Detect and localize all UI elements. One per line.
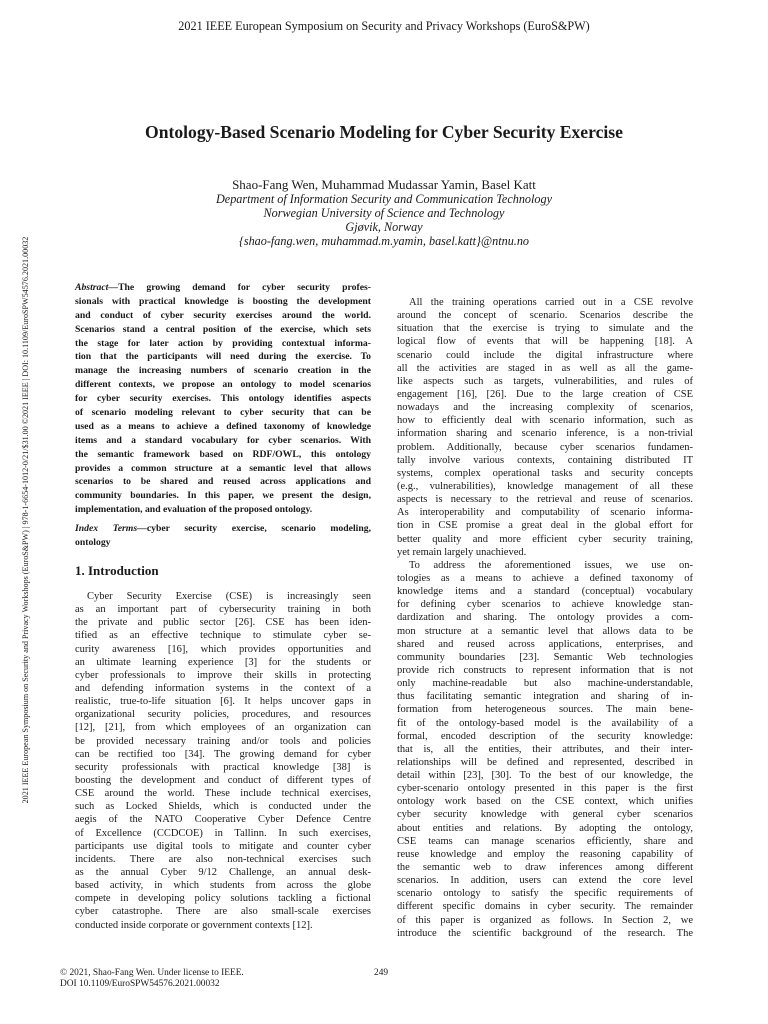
copyright-notice: © 2021, Shao-Fang Wen. Under license to IEEE. [60,968,244,978]
body-text-line: aegis of the NATO Cooperative Cyber Defence Centre [75,814,371,826]
index-terms-line: ontology [75,536,111,548]
body-text-line: cyber catastrophe. There are also small-scale exercises [75,906,371,918]
body-text-line: how to efficiently deal with scenario information, such as [397,415,693,427]
body-text-line: better quality and more efficient cyber security training, [397,533,693,545]
introduction-right-column [397,296,693,940]
abstract-line: the stage for later action by providing contextual informa- [75,337,371,349]
body-text-line: fit of the ontology-based model is the availability of a [397,717,693,729]
body-text-line: based activity, in which students from across the globe [75,880,371,892]
body-text-line: the semantic web to draw inferences among different [397,862,693,874]
body-text-line: around the concept of scenario. Scenarios describe the [397,310,693,322]
body-text-line: scenario could include the digital infrastructure where [397,349,693,361]
page-number: 249 [374,968,389,978]
body-text-line: information sharing and scenario inference, is a non-trivial [397,428,693,440]
body-text-line: participants use digital tools to mitigate and counter cyber [75,840,371,852]
abstract-line: Scenarios stand a central position of the exercise, which sets [75,323,371,335]
affiliation-location: Gjøvik, Norway [345,220,423,234]
body-text-line: scenarios. In addition, users can extend the core level [397,875,693,887]
body-text-line: engagement [16], [26]. Due to the large creation of CSE [397,388,693,400]
abstract-line: provides a common structure at a semantic level that allows [75,462,371,474]
section-heading-introduction: 1. Introduction [75,563,159,578]
footer [60,968,244,990]
body-text-line: dardization and sharing. The ontology provides a com- [397,612,693,624]
body-text-line: To address the aforementioned issues, we use on- [409,559,693,571]
body-text-line: yet remain largely unachieved. [397,546,527,558]
body-text-line: curity awareness [16], which provides opportunities and [75,643,371,655]
body-text-line: tally involve various contexts, containing distributed IT [397,454,693,466]
introduction-left-column [75,590,371,932]
body-text-line: that is, all the entities, their attributes, and their inter- [397,743,693,755]
abstract-line: manage the increasing numbers of scenario creation in the [75,365,371,377]
abstract-label: Abstract— [75,282,119,293]
body-text-line: thus facilitating semantic integration and sharing of in- [397,691,693,703]
affiliation-department: Department of Information Security and Communication Technology [215,192,553,206]
abstract-line: tion that the participants will need during the exercise. To [75,351,371,363]
abstract-line: of scenario modeling relevant to cyber security that can be [75,407,371,419]
body-text-line: CSE teams can manage scenarios efficiently, share and [397,835,693,847]
body-text-line: compete in developing policy solutions tackling a fictional [75,893,371,905]
body-text-line: an ultimate learning experience [3] for the students or [75,656,371,668]
index-terms [75,522,371,550]
body-text-line: formal, encoded description of the security knowledge: [397,730,693,742]
side-copyright-note: 2021 IEEE European Symposium on Security and Privacy Workshops (EuroS&PW) | 978-1-6654-1012-0/21/$31.00 ©2021 IEEE | DOI: 10.1109/EuroSPW54576.2021.00032 [21,236,30,804]
author-block [0,178,768,248]
abstract [75,281,371,517]
index-terms-label: Index Terms— [75,523,147,534]
conference-header: 2021 IEEE European Symposium on Security and Privacy Workshops (EuroS&PW) [178,19,590,33]
body-text-line: reuse knowledge and employ the reasoning capability of [397,848,693,860]
body-text-line: of this paper is organized as follows. In Section 2, we [397,914,693,926]
body-text-line: introduce the scientific background of the research. The [397,927,693,939]
body-text-line: for defining cyber scenarios to achieve knowledge stan- [397,599,693,611]
body-text-line: knowledge items and a standard (conceptual) vocabulary [397,586,693,598]
abstract-line: implementation, and evaluation of the proposed ontology. [75,504,313,516]
body-text-line: tion in CSE promise a great deal in the global effort for [397,520,693,532]
body-text-line: such as Locked Shields, which is conducted under the [75,801,371,813]
body-text-line: scenario ontology to satisfy the specific requirements of [397,888,693,900]
body-text-line: incidents. There are also non-technical exercises such [75,853,371,865]
body-text-line: Cyber Security Exercise (CSE) is increasingly seen [87,591,371,602]
abstract-line: community boundaries. In this paper, we present the design, [75,490,371,502]
body-text-line: be provided necessary training and/or tools and policies [75,735,371,747]
body-text-line: As interoperability and computability of scenario informa- [397,507,693,519]
abstract-line: sionals with practical knowledge is boosting the development [75,295,371,307]
abstract-line: and conduct of cyber security exercises around the world. [75,309,371,321]
body-text-line: cyber security knowledge with general cyber scenarios [397,809,693,821]
body-text-line: situation that the exercise is trying to simulate and the [397,323,693,335]
body-text-line: about entities and relations. By adopting the ontology, [397,822,693,834]
body-text-line: cyber professionals to improve their skills in protecting [75,669,371,681]
doi: DOI 10.1109/EuroSPW54576.2021.00032 [60,979,220,989]
abstract-line: scenarios to be shared and reused across applications and [75,476,371,488]
body-text-line: organizational security policies, procedures, and resources [75,709,371,721]
body-text-line: tologies as a means to achieve a defined taxonomy of [397,572,693,584]
body-text-line: relationships will be defined and represented, described in [397,756,693,768]
paper-title: Ontology-Based Scenario Modeling for Cyber Security Exercise [145,122,623,142]
abstract-line: for cyber security exercises. This ontology identifies aspects [75,393,371,405]
abstract-line: used as a means to achieve a defined taxonomy of knowledge [75,420,371,432]
abstract-line: different contexts, we propose an ontology to model scenarios [75,379,371,391]
body-text-line: (e.g., vulnerabilities), knowledge management of all these [397,480,693,492]
abstract-line: the semantic framework based on RDF/OWL, this ontology [75,448,371,460]
body-text-line: problem. Additionally, because cyber scenarios fundamen- [397,441,693,453]
body-text-line: logical flow of events that will be happening [18]. A [397,336,693,348]
body-text-line: mon structure at a semantic level that allows data to be [397,625,693,637]
abstract-line: items and a standard vocabulary for cyber scenarios. With [75,434,371,446]
abstract-line [75,281,371,295]
author-names: Shao-Fang Wen, Muhammad Mudassar Yamin, Basel Katt [232,177,536,192]
abstract-text: The growing demand for cyber security profes- [118,282,371,293]
body-text-line: tified as an effective technique to stimulate cyber se- [75,630,371,642]
body-text-line: [12], [21], from which employees of an organization can [75,722,371,734]
body-text-line: ontology work based on the CSE context, which unifies [397,796,693,808]
author-emails: {shao-fang.wen, muhammad.m.yamin, basel.katt}@ntnu.no [238,234,530,248]
body-text-line: nowadays and the increasing complexity of scenarios, [397,402,693,414]
body-text-line: as the annual Cyber 9/12 Challenge, an annual desk- [75,866,371,878]
body-text-line: the private and public sector [26]. CSE has been iden- [75,617,371,629]
index-terms-text: cyber security exercise, scenario modeling, [146,523,371,534]
index-terms-line [75,522,371,536]
affiliation-university: Norwegian University of Science and Technology [263,206,505,220]
body-text-line: boosting the development and conduct of different types of [75,774,371,786]
body-text-line: cyber-scenario ontology presented in this paper is the first [397,783,693,795]
body-text-line: detail within [23], [30]. To the best of our knowledge, the [397,770,693,782]
body-text-line: like aspects such as targets, vulnerabilities, and rules of [397,375,693,387]
body-text-line: can be rectified too [34]. The growing demand for cyber [75,748,371,760]
body-text-line: shared and reused across applications, enterprises, and [397,638,693,650]
body-text-line: of Excellence (CCDCOE) in Tallinn. In such exercises, [75,827,371,839]
body-text-line: aspects is necessary to the retrieval and reuse of scenarios. [397,494,693,506]
body-text-line: realistic, true-to-life situation [6]. It helps uncover gaps in [75,696,371,708]
body-text-line: all the activities are staged in as well as all the game- [397,362,693,374]
body-text-line: formation from heterogeneous sources. The main bene- [397,704,693,716]
body-text-line: CSE around the world. These include technical exercises, [75,788,371,800]
body-text-line: as an important part of cybersecurity training in both [75,604,371,616]
body-text-line: All the training operations carried out in a CSE revolve [409,297,693,308]
body-text-line: provide rich constructs to represent information that is not [397,664,693,676]
body-text-line: different specific domains in cyber security. The remainder [397,901,693,913]
body-text-line: only machine-readable but also machine-understandable, [397,678,693,690]
body-text-line: conducted inside corporate or government contexts [12]. [75,919,313,931]
body-text-line: security professionals with practical knowledge [38] is [75,761,371,773]
body-text-line: community boundaries [23]. Semantic Web technologies [397,651,693,663]
body-text-line: and defending information systems in the context of a [75,682,371,694]
body-text-line: systems, complex operational tasks and security concepts [397,467,693,479]
